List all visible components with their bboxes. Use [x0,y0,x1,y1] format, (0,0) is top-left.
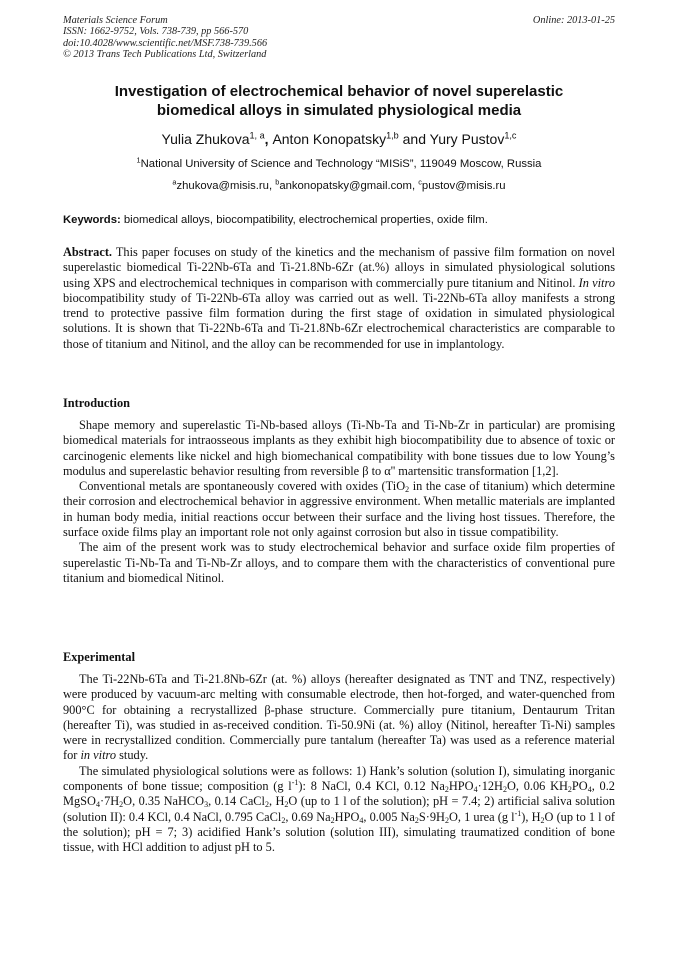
text-run: , 0.69 Na [285,809,331,824]
abstract-label: Abstract. [63,245,113,259]
journal-header [63,15,267,61]
subscript: 2 [330,815,335,825]
author-affil-sup: 1,b [386,130,399,141]
author-list [63,130,615,148]
email-list: $^a$zhukova@misis.ru, $^b$ankonopatsky@gmail.com, $^c$pustov@misis.ru [172,177,506,192]
text-run: ): 8 NaCl, 0.4 KCl, 0.12 Na [298,779,445,794]
affiliation-sup: 1 [136,155,141,165]
subscript: 2 [405,485,410,495]
author-name: Yury Pustov [429,131,505,147]
doi-link[interactable]: doi:10.4028/www.scientific.net/MSF.738-739.566 [63,37,268,49]
introduction-body [63,418,615,586]
author-name: Anton Konopatsky [272,131,387,147]
email-link[interactable]: zhukova@misis.ru [176,180,269,192]
title-line-2: biomedical alloys in simulated physiological media [156,102,522,119]
subscript: 4 [359,815,364,825]
exp-p1-text-2: study. [116,748,149,763]
abstract-italic: In vitro [578,275,615,290]
author-affil-sup: 1, a [249,130,265,141]
superscript: -1 [291,778,299,788]
superscript: -1 [514,808,522,818]
abstract-text-2: biocompatibility study of Ti-22Nb-6Ta alloy was carried out as well. Ti-22Nb-6Ta alloy manifests a strong trend to protective passive film formation during the first stage of oxidation in simulated physiological solutions. It is shown that Ti-22Nb-6Ta and Ti-21.8Nb-6Zr electrochemical characteristics are comparable to those of titanium and Nitinol, and the alloy can be recommended for use in implantology. [63,290,615,351]
text-run: ·12H [477,779,503,794]
author-separator: , [264,131,273,147]
text-run: S·9H [418,809,445,824]
subscript: 3 [204,800,209,810]
experimental-heading: Experimental [63,650,135,664]
subscript: 2 [502,785,507,795]
paper-title [63,82,615,120]
text-run: ), H [521,809,541,824]
text-run: , 0.2 MgSO [63,779,615,809]
copyright-line: © 2013 Trans Tech Publications Ltd, Switzerland [63,49,267,61]
subscript: 2 [119,800,124,810]
intro-p2-text-2: in the case of titanium) which determine their corrosion and electrochemical behavior in aggressive environment. When metallic materials are implanted in human body media, initial reactions occur between their surface and the living host tissues. Therefore, the surface oxide films play an important role not only against corrosion but also in tissue compatibility. [63,479,616,540]
exp-p1-text: The Ti-22Nb-6Ta and Ti-21.8Nb-6Zr (at. %) alloys (hereafter designated as TNT and TNZ, respectively) were produced by vacuum-arc melting with consumable electrode, then hot-forged, and water-quenched from 900°C for obtaining a recrystallized β-phase structure. Commercially pure titanium, Dentaurum Tritan (hereafter Ti), was studied in as-received condition. Ti-50.9Ni (at. %) alloy (Nitinol, hereafter Ti-Ni) samples were in recrystallized condition. Commercially pure tantalum (hereafter Ta) was used as a reference material for [63,672,615,763]
text-run: HPO [334,809,360,824]
text-run: ·7H [99,794,120,809]
intro-paragraph-1: Shape memory and superelastic Ti-Nb-based alloys (Ti-Nb-Ta and Ti-Nb-Zr in particular) are promising biomedical materials for intraosseous implants as they exhibit high biocompatibility due to absence of toxic or carcinogenic elements like nickel and high biomechanical compatibility with bone tissues due to low Young’s modulus and superelastic behavior resulting from reversible β to α'' martensitic transformation [1,2]. [63,418,615,478]
title-line-1: Investigation of electrochemical behavior of novel superelastic [114,83,564,100]
issn-line: ISSN: 1662-9752, Vols. 738-739, pp 566-570 [63,26,249,38]
text-run: , 0.14 CaCl [208,794,265,809]
text-run: The simulated physiological solutions were as follows: 1) Hank’s solution (solution I), simulating inorganic components of bone tissue; composition (g l [63,763,615,794]
subscript: 2 [540,815,545,825]
text-run: O, 1 urea (g l [448,809,515,824]
subscript: 2 [567,785,572,795]
introduction-heading: Introduction [63,396,130,410]
text-run: O, 0.06 KH [506,779,568,794]
intro-paragraph-3: The aim of the present work was to study electrochemical behavior and surface oxide film properties of superelastic Ti-Nb-Ta and Ti-Nb-Zr alloys, and to compare them with the characteristics of conventional pure titanium and biomedical Nitinol. [63,540,615,585]
keywords [63,213,615,227]
subscript: 2 [264,800,269,810]
author-affil-sup: 1,c [504,130,517,141]
email-link[interactable]: pustov@misis.ru [421,180,506,192]
intro-p2-text: Conventional metals are spontaneously covered with oxides (TiO [79,479,406,494]
experimental-body [63,672,615,856]
email-link[interactable]: ankonopatsky@gmail.com [279,180,412,192]
exp-paragraph-1 [63,672,615,764]
affiliation [63,157,615,171]
text-run: O (up to 1 l of the solution); pH = 7.4; 2) artificial saliva solution (solution II): 0.4 KCl, 0.4 NaCl, 0.795 CaCl [63,794,616,824]
author-name: Yulia Zhukova [161,131,250,147]
email-sup: a [172,177,177,187]
email-sup: b [275,177,280,187]
keywords-text: biomedical alloys, biocompatibility, electrochemical properties, oxide film. [120,214,488,226]
exp-paragraph-2 [63,764,615,856]
affiliation-text: National University of Science and Technology “MISiS”, 119049 Moscow, Russia [140,158,542,170]
text-run: PO [571,779,588,794]
online-date: Online: 2013-01-25 [532,15,615,26]
subscript: 4 [587,785,592,795]
text-run: , H [268,794,285,809]
subscript: 2 [414,815,419,825]
text-run: O (up to 1 l of the solution); pH = 7; 3) acidified Hank’s solution (solution III), simulating traumatized condition of bone tissue, with HCl addition to adjust pH to 5. [63,809,615,855]
journal-name: Materials Science Forum [63,15,168,26]
text-run: HPO [448,779,474,794]
abstract-text: This paper focuses on study of the kinetics and the mechanism of passive film formation on novel superelastic biomedical Ti-22Nb-6Ta and Ti-21.8Nb-6Zr (at.%) alloys in simulated physiological solutions using XPS and electrochemical techniques in comparison with commercially pure titanium and Nitinol. [63,245,615,290]
subscript: 4 [473,785,478,795]
subscript: 4 [95,800,100,810]
abstract [63,245,615,352]
intro-paragraph-2 [63,479,615,540]
subscript: 2 [444,785,449,795]
subscript: 2 [444,815,449,825]
subscript: 2 [281,815,286,825]
email-sup: c [418,177,422,187]
text-run: O, 0.35 NaHCO [123,794,205,809]
keywords-label: Keywords: [63,214,121,226]
text-run: , 0.005 Na [363,809,415,824]
author-separator: and [398,131,430,147]
subscript: 2 [284,800,289,810]
abstract-paragraph [63,245,615,352]
exp-p1-italic: in vitro [80,748,117,763]
